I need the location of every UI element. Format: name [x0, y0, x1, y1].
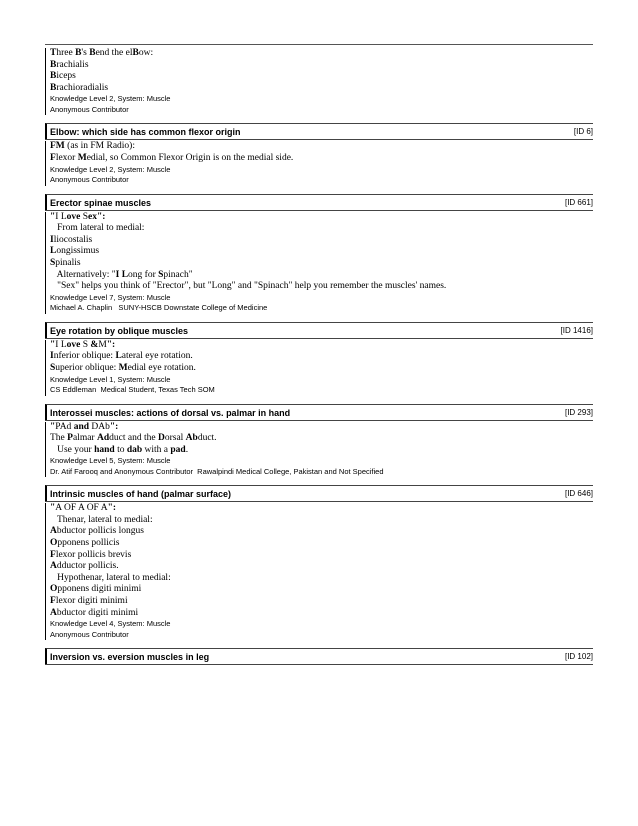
mnemonic-line: Inferior oblique: Lateral eye rotation.: [50, 351, 193, 362]
entry-body: [45, 48, 593, 115]
contributor: Anonymous Contributor: [50, 104, 129, 114]
entry-title: Elbow: which side has common flexor origin: [50, 127, 241, 138]
mnemonic-line: Spinalis: [50, 257, 81, 268]
mnemonic-line: The Palmar Adduct and the Dorsal Abduct.: [50, 433, 217, 444]
mnemonic-line: Biceps: [50, 71, 76, 82]
mnemonic-line: Brachialis: [50, 59, 89, 70]
mnemonic-line: Flexor pollicis brevis: [50, 549, 132, 560]
mnemonic-line: Iliocostalis: [50, 234, 93, 245]
mnemonic-line: "A OF A OF A":: [50, 503, 117, 514]
document-page: [45, 44, 593, 673]
entry-id: [ID 1416]: [560, 325, 593, 335]
mnemonic-line: Use your hand to dab with a pad.: [50, 444, 189, 455]
header-rule: [45, 501, 593, 502]
mnemonic-line: From lateral to medial:: [50, 223, 145, 234]
mnemonic-line: Opponens digiti minimi: [50, 584, 142, 595]
entry-title: Interossei muscles: actions of dorsal vs. palmar in hand: [50, 407, 291, 418]
mnemonic-line: Opponens pollicis: [50, 538, 120, 549]
header-rule: [45, 338, 593, 339]
contributor: Michael A. Chaplin SUNY-HSCB Downstate College of Medicine: [50, 303, 268, 313]
knowledge-level: Knowledge Level 2, System: Muscle: [50, 94, 171, 104]
contributor: CS Eddleman Medical Student, Texas Tech SOM: [50, 385, 215, 394]
entry-three-bs: [45, 48, 593, 115]
mnemonic-line: Superior oblique: Medial eye rotation.: [50, 362, 196, 373]
mnemonic-line: Hypothenar, lateral to medial:: [50, 572, 171, 583]
mnemonic-entry: [45, 404, 593, 478]
mnemonic-line: Alternatively: "I Long for Spinach": [50, 269, 193, 280]
entry-id: [ID 646]: [564, 489, 593, 499]
mnemonic-line: FM (as in FM Radio):: [50, 141, 135, 152]
mnemonic-line: Flexor Medial, so Common Flexor Origin is on the medial side.: [50, 152, 294, 163]
entry-header: [45, 648, 593, 665]
entry-header: [45, 194, 593, 211]
entry-body: [45, 340, 593, 396]
contributor: Anonymous Contributor: [50, 629, 129, 639]
mnemonic-entry: [45, 194, 593, 314]
entry-id: [ID 293]: [564, 407, 593, 417]
top-rule: [45, 44, 593, 45]
entry-title: Intrinsic muscles of hand (palmar surface): [50, 489, 232, 500]
entry-body: [45, 212, 593, 314]
mnemonic-line: Abductor digiti minimi: [50, 607, 139, 618]
entry-title: Erector spinae muscles: [50, 197, 152, 208]
knowledge-level: Knowledge Level 5, System: Muscle: [50, 456, 171, 466]
mnemonic-line: Flexor digiti minimi: [50, 596, 128, 607]
mnemonic-line: "I Love Sex":: [50, 211, 106, 222]
header-rule: [45, 139, 593, 140]
header-rule: [45, 664, 593, 665]
mnemonic-line: Adductor pollicis.: [50, 561, 119, 572]
entry-title: Inversion vs. eversion muscles in leg: [50, 652, 210, 663]
entry-header: [45, 485, 593, 502]
mnemonic-line: "I Love S &M":: [50, 339, 116, 350]
knowledge-level: Knowledge Level 1, System: Muscle: [50, 374, 171, 384]
entry-body: [45, 141, 593, 185]
entry-body: [45, 503, 593, 640]
entry-id: [ID 661]: [564, 197, 593, 207]
entry-header: [45, 123, 593, 140]
entry-header: [45, 404, 593, 421]
mnemonic-line: Brachioradialis: [50, 82, 109, 93]
mnemonic-line: Three B's Bend the elBow:: [50, 48, 154, 58]
entry-id: [ID 6]: [573, 127, 593, 137]
mnemonic-line: "Sex" helps you think of "Erector", but "Long" and "Spinach" help you remember the muscles' names.: [50, 281, 447, 292]
contributor: Dr. Atif Farooq and Anonymous Contributor Rawalpindi Medical College, Pakistan and Not Specified: [50, 466, 384, 476]
entry-body: [45, 422, 593, 478]
header-rule: [45, 210, 593, 211]
mnemonic-entry: [45, 485, 593, 640]
knowledge-level: Knowledge Level 7, System: Muscle: [50, 292, 171, 302]
knowledge-level: Knowledge Level 2, System: Muscle: [50, 164, 171, 174]
knowledge-level: Knowledge Level 4, System: Muscle: [50, 619, 171, 629]
mnemonic-line: Longissimus: [50, 246, 100, 257]
header-rule: [45, 420, 593, 421]
entry-id: [ID 102]: [564, 652, 593, 662]
mnemonic-line: Abductor pollicis longus: [50, 526, 144, 537]
entry-title: Eye rotation by oblique muscles: [50, 325, 189, 336]
mnemonic-line: Thenar, lateral to medial:: [50, 514, 153, 525]
mnemonic-line: "PAd and DAb":: [50, 421, 119, 432]
entry-header: [45, 322, 593, 339]
contributor: Anonymous Contributor: [50, 175, 129, 185]
mnemonic-entry: [45, 123, 593, 185]
mnemonic-entry: [45, 648, 593, 665]
mnemonic-entry: [45, 322, 593, 396]
entries-list: [45, 123, 593, 665]
